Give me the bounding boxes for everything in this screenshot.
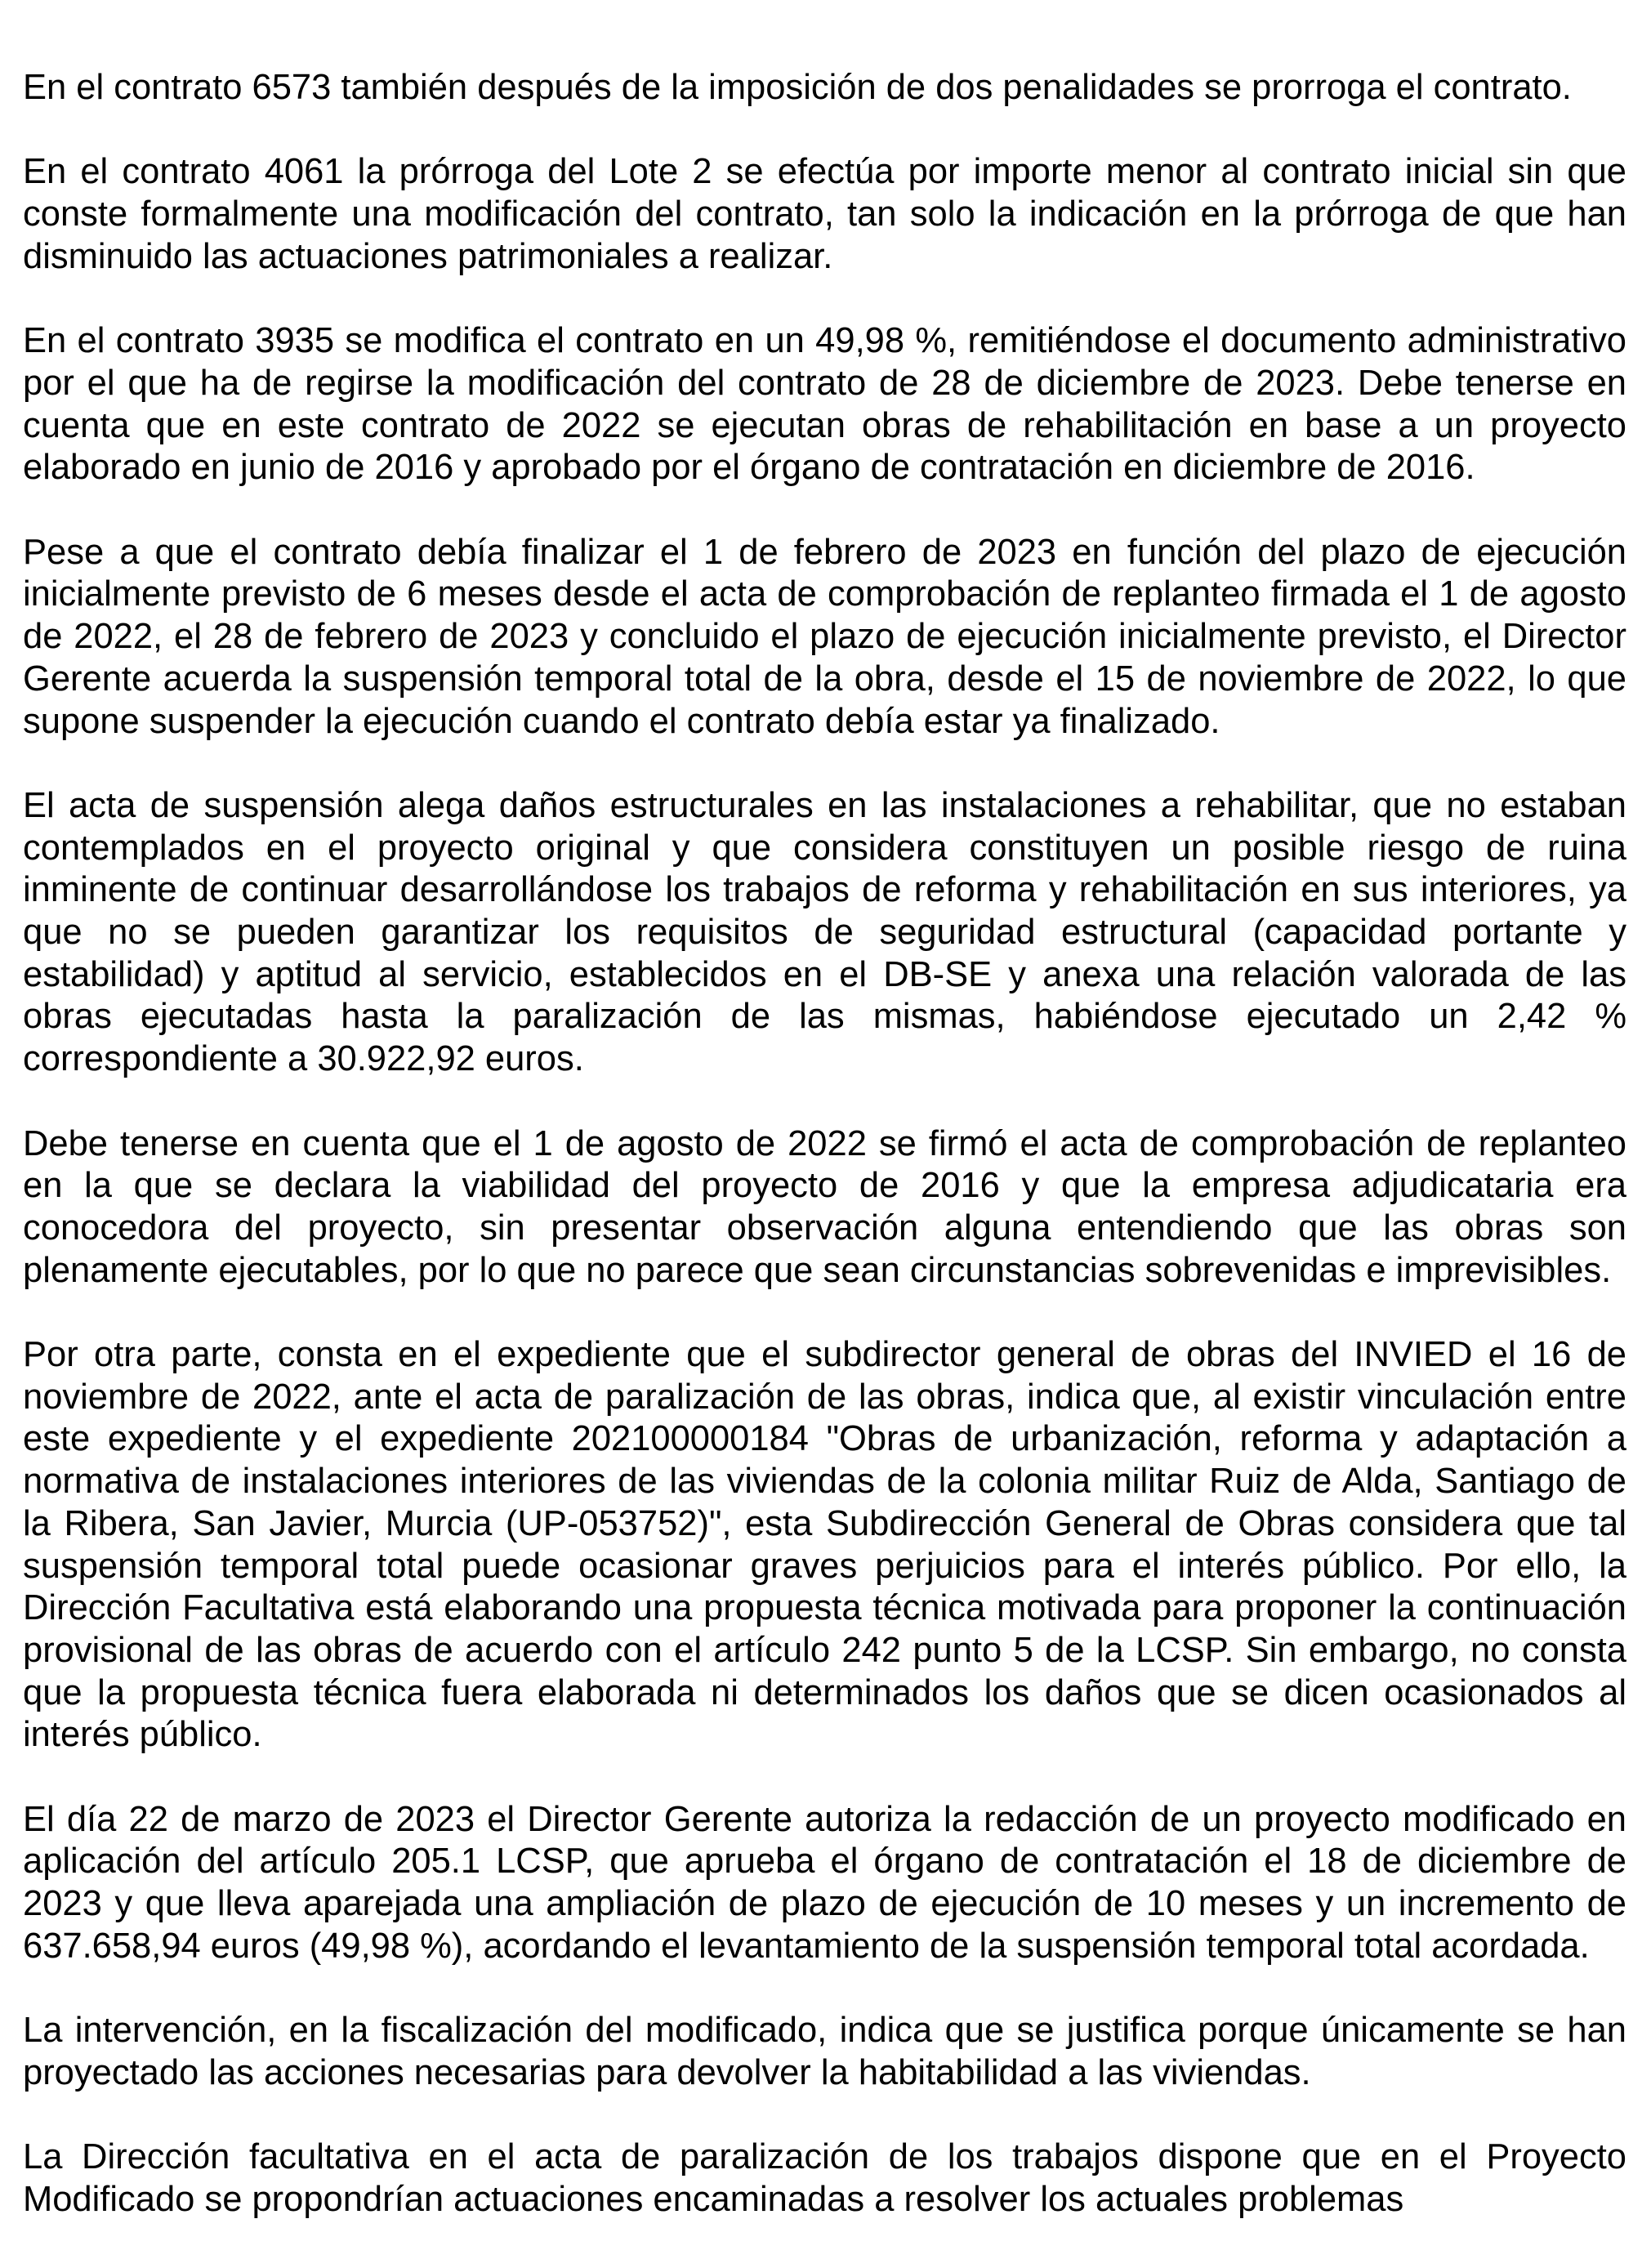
paragraph-comprobacion-replanteo: Debe tenerse en cuenta que el 1 de agosto de 2022 se firmó el acta de comprobación de replanteo en la que se declara la viabilidad del proyecto de 2016 y que la empresa adjudicataria era conocedora del proyecto, sin presentar observación alguna entendiendo que las obras son plenamente ejecutables, por lo que no parece que sean circunstancias sobrevenidas e imprevisibles. [23, 1123, 1626, 1290]
paragraph-intervencion: La intervención, en la fiscalización del modificado, indica que se justifica porque únicamente se han proyectado las acciones necesarias para devolver la habitabilidad a las viviendas. [23, 2011, 1626, 2092]
paragraph-contrato-4061: En el contrato 4061 la prórroga del Lote 2 se efectúa por importe menor al contrato inicial sin que conste formalmente una modificación del contrato, tan solo la indicación en la prórroga de que han disminuido las actuaciones patrimoniales a realizar. [23, 152, 1626, 276]
paragraph-contrato-6573: En el contrato 6573 también después de la imposición de dos penalidades se prorroga el contrato. [23, 68, 1572, 107]
paragraph-direccion-facultativa: La Dirección facultativa en el acta de paralización de los trabajos dispone que en el Proyecto Modificado se propondrían actuaciones encaminadas a resolver los actuales problemas [23, 2137, 1626, 2220]
paragraph-plazo-ejecucion: Pese a que el contrato debía finalizar el 1 de febrero de 2023 en función del plazo de ejecución inicialmente previsto de 6 meses desde el acta de comprobación de replanteo firmada el 1 de agosto de 2022, el 28 de febrero de 2023 y concluido el plazo de ejecución inicialmente previsto, el Director Gerente acuerda la suspensión temporal total de la obra, desde el 15 de noviembre de 2022, lo que supone suspender la ejecución cuando el contrato debía estar ya finalizado. [23, 532, 1626, 741]
paragraph-proyecto-modificado: El día 22 de marzo de 2023 el Director Gerente autoriza la redacción de un proyecto modificado en aplicación del artículo 205.1 LCSP, que aprueba el órgano de contratación el 18 de diciembre de 2023 y que lleva aparejada una ampliación de plazo de ejecución de 10 meses y un incremento de 637.658,94 euros (49,98 %), acordando el levantamiento de la suspensión temporal total acordada. [23, 1799, 1626, 1966]
paragraph-contrato-3935: En el contrato 3935 se modifica el contrato en un 49,98 %, remitiéndose el documento administrativo por el que ha de regirse la modificación del contrato de 28 de diciembre de 2023. Debe tenerse en cuenta que en este contrato de 2022 se ejecutan obras de rehabilitación en base a un proyecto elaborado en junio de 2016 y aprobado por el órgano de contratación en diciembre de 2016. [23, 321, 1626, 488]
paragraph-acta-suspension: El acta de suspensión alega daños estructurales en las instalaciones a rehabilitar, que no estaban contemplados en el proyecto original y que considera constituyen un posible riesgo de ruina inminente de continuar desarrollándose los trabajos de reforma y rehabilitación en sus interiores, ya que no se pueden garantizar los requisitos de seguridad estructural (capacidad portante y estabilidad) y aptitud al servicio, establecidos en el DB-SE y anexa una relación valorada de las obras ejecutadas hasta la paralización de las mismas, habiéndose ejecutado un 2,42 % correspondiente a 30.922,92 euros. [23, 785, 1626, 1079]
document-body [23, 67, 1626, 2263]
paragraph-subdirector-obras: Por otra parte, consta en el expediente que el subdirector general de obras del INVIED el 16 de noviembre de 2022, ante el acta de paralización de las obras, indica que, al existir vinculación entre este expediente y el expediente 202100000184 "Obras de urbanización, reforma y adaptación a normativa de instalaciones interiores de las viviendas de la colonia militar Ruiz de Alda, Santiago de la Ribera, San Javier, Murcia (UP-053752)", esta Subdirección General de Obras considera que tal suspensión temporal total puede ocasionar graves perjuicios para el interés público. Por ello, la Dirección Facultativa está elaborando una propuesta técnica motivada para proponer la continuación provisional de las obras de acuerdo con el artículo 242 punto 5 de la LCSP. Sin embargo, no consta que la propuesta técnica fuera elaborada ni determinados los daños que se dicen ocasionados al interés público. [23, 1335, 1626, 1755]
